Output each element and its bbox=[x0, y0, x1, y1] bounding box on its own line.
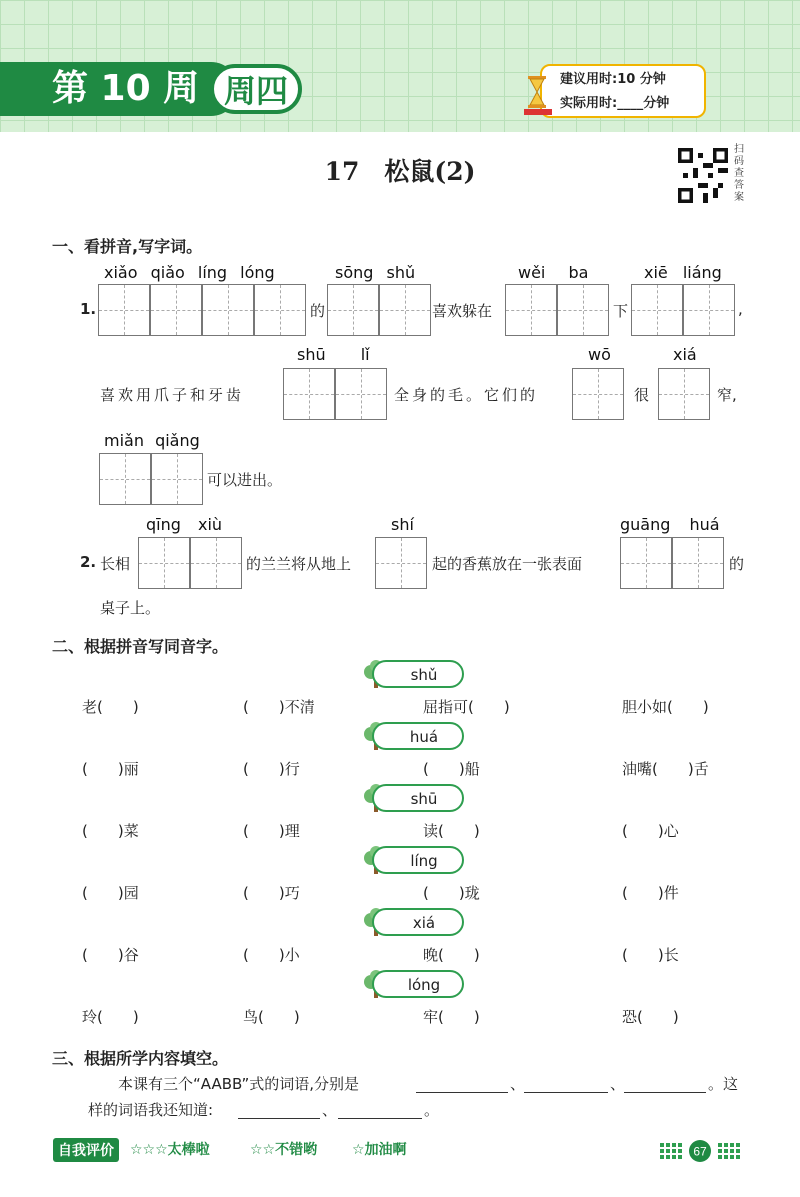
section3-heading: 三、根据所学内容填空。 bbox=[52, 1049, 229, 1068]
char-box[interactable] bbox=[202, 284, 254, 336]
homophone-item[interactable]: 油嘴( )舌 bbox=[622, 760, 709, 778]
time-box bbox=[540, 64, 706, 118]
char-box[interactable] bbox=[98, 284, 150, 336]
homophone-item[interactable]: 胆小如( ) bbox=[622, 698, 709, 716]
qr-label: 扫码查答案 bbox=[734, 144, 744, 203]
homophone-item[interactable]: ( )件 bbox=[622, 884, 679, 902]
answer-blank[interactable] bbox=[624, 1074, 706, 1093]
char-box[interactable] bbox=[620, 537, 672, 589]
char-box[interactable] bbox=[335, 368, 387, 420]
char-box[interactable] bbox=[99, 453, 151, 505]
homophone-item[interactable]: ( )理 bbox=[243, 822, 300, 840]
homophone-item[interactable]: ( )谷 bbox=[82, 946, 139, 964]
text-xia: 下 bbox=[613, 302, 629, 320]
homophone-item[interactable]: ( )小 bbox=[243, 946, 300, 964]
page-number-badge bbox=[660, 1140, 740, 1162]
rating-excellent-label: 太棒啦 bbox=[167, 1142, 210, 1158]
star-icon: ☆☆ bbox=[250, 1142, 276, 1158]
homophone-item[interactable]: 恐( ) bbox=[622, 1008, 679, 1026]
homophone-item[interactable]: ( )巧 bbox=[243, 884, 300, 902]
homophone-item[interactable]: 玲( ) bbox=[82, 1008, 139, 1026]
period: 。 bbox=[424, 1101, 440, 1119]
pinyin-shuli: shū lǐ bbox=[297, 345, 370, 364]
pinyin-tag: lóng bbox=[372, 970, 464, 998]
text-hen: 很 bbox=[634, 386, 650, 404]
homophone-item[interactable]: 屈指可( ) bbox=[423, 698, 510, 716]
pinyin-guanghua: guāng huá bbox=[620, 515, 720, 534]
char-box[interactable] bbox=[190, 537, 242, 589]
homophone-item[interactable]: 晚( ) bbox=[423, 946, 480, 964]
text-de2: 的 bbox=[729, 555, 745, 573]
char-box[interactable] bbox=[631, 284, 683, 336]
section3-text-1: 本课有三个“AABB”式的词语,分别是 bbox=[118, 1075, 360, 1093]
homophone-item[interactable]: ( )不清 bbox=[243, 698, 315, 716]
pinyin-xieliang: xiē liáng bbox=[644, 263, 722, 282]
text-keyijinchu: 可以进出。 bbox=[207, 471, 283, 489]
star-icon: ☆☆☆ bbox=[130, 1142, 168, 1158]
char-box[interactable] bbox=[505, 284, 557, 336]
pinyin-qingxiu: qīng xiù bbox=[146, 515, 223, 534]
rating-try[interactable] bbox=[352, 1139, 407, 1159]
char-box[interactable] bbox=[557, 284, 609, 336]
char-box[interactable] bbox=[138, 537, 190, 589]
question-number-1: 1. bbox=[80, 300, 97, 318]
rating-good-label: 不错哟 bbox=[275, 1142, 318, 1158]
week-badge: 第 10 周 bbox=[0, 62, 238, 116]
homophone-item[interactable]: ( )菜 bbox=[82, 822, 139, 840]
section1-heading: 一、看拼音,写字词。 bbox=[52, 237, 203, 256]
char-box[interactable] bbox=[254, 284, 306, 336]
text-xihuanduozai: 喜欢躲在 bbox=[432, 302, 493, 320]
homophone-item[interactable]: ( )园 bbox=[82, 884, 139, 902]
homophone-item[interactable]: 鸟( ) bbox=[243, 1008, 300, 1026]
pinyin-tag: shū bbox=[372, 784, 464, 812]
char-box[interactable] bbox=[572, 368, 624, 420]
lesson-title: 17 松鼠(2) bbox=[324, 157, 476, 186]
suggested-time: 建议用时:10 分钟 bbox=[560, 72, 666, 87]
day-badge: 周四 bbox=[210, 64, 302, 114]
rating-good[interactable] bbox=[250, 1139, 317, 1159]
char-box[interactable] bbox=[283, 368, 335, 420]
char-box[interactable] bbox=[658, 368, 710, 420]
star-icon: ☆ bbox=[352, 1142, 365, 1158]
pinyin-mianqiang: miǎn qiǎng bbox=[104, 431, 200, 450]
pinyin-songshu: sōng shǔ bbox=[335, 263, 416, 282]
char-box[interactable] bbox=[672, 537, 724, 589]
homophone-item[interactable]: ( )行 bbox=[243, 760, 300, 778]
pinyin-tag: shǔ bbox=[372, 660, 464, 688]
pinyin-weiba: wěi ba bbox=[518, 263, 589, 282]
actual-time: 实际用时:____分钟 bbox=[560, 96, 670, 111]
separator: 、 bbox=[510, 1075, 526, 1093]
pinyin-tag: líng bbox=[372, 846, 464, 874]
rating-try-label: 加油啊 bbox=[364, 1142, 407, 1158]
homophone-item[interactable]: ( )心 bbox=[622, 822, 679, 840]
answer-blank[interactable] bbox=[238, 1100, 320, 1119]
answer-blank[interactable] bbox=[524, 1074, 608, 1093]
homophone-item[interactable]: 老( ) bbox=[82, 698, 139, 716]
answer-blank[interactable] bbox=[338, 1100, 422, 1119]
char-box[interactable] bbox=[327, 284, 379, 336]
qr-code-icon[interactable] bbox=[678, 148, 728, 203]
section3-text-3: 样的词语我还知道: bbox=[88, 1101, 214, 1119]
separator: 、 bbox=[610, 1075, 626, 1093]
text-quanshen: 全身的毛。它们的 bbox=[394, 386, 539, 404]
char-box[interactable] bbox=[150, 284, 202, 336]
homophone-item[interactable]: ( )丽 bbox=[82, 760, 139, 778]
text-zhuozi: 桌子上。 bbox=[100, 599, 161, 617]
text-zhai: 窄, bbox=[717, 386, 737, 404]
char-box[interactable] bbox=[683, 284, 735, 336]
text-xiangjiao: 起的香蕉放在一张表面 bbox=[432, 555, 583, 573]
answer-blank[interactable] bbox=[416, 1074, 508, 1093]
rating-excellent[interactable] bbox=[130, 1139, 210, 1159]
char-box[interactable] bbox=[151, 453, 203, 505]
pinyin-wo: wō bbox=[588, 345, 611, 364]
char-box[interactable] bbox=[375, 537, 427, 589]
text-lanlan: 的兰兰将从地上 bbox=[246, 555, 352, 573]
text-de: 的 bbox=[310, 302, 326, 320]
pinyin-shi: shí bbox=[391, 515, 414, 534]
question-number-2: 2. bbox=[80, 553, 97, 571]
text-zhangxiang: 长相 bbox=[100, 555, 131, 573]
section3-text-2: 。这 bbox=[708, 1075, 739, 1093]
pinyin-xia: xiá bbox=[673, 345, 697, 364]
hourglass-icon bbox=[524, 74, 554, 116]
separator: 、 bbox=[322, 1101, 338, 1119]
text-xihuanyong: 喜欢用爪子和牙齿 bbox=[100, 386, 245, 404]
text-comma: , bbox=[738, 300, 743, 318]
homophone-item[interactable]: ( )船 bbox=[423, 760, 480, 778]
homophone-item[interactable]: ( )长 bbox=[622, 946, 679, 964]
char-box[interactable] bbox=[379, 284, 431, 336]
homophone-item[interactable]: ( )珑 bbox=[423, 884, 480, 902]
homophone-item[interactable]: 读( ) bbox=[423, 822, 480, 840]
homophone-item[interactable]: 牢( ) bbox=[423, 1008, 480, 1026]
self-evaluation-label: 自我评价 bbox=[53, 1138, 119, 1162]
page-number: 67 bbox=[693, 1144, 707, 1159]
pinyin-xiaoqiaolinglong: xiǎo qiǎo líng lóng bbox=[104, 263, 275, 282]
section2-heading: 二、根据拼音写同音字。 bbox=[52, 637, 229, 656]
pinyin-tag: xiá bbox=[372, 908, 464, 936]
pinyin-tag: huá bbox=[372, 722, 464, 750]
